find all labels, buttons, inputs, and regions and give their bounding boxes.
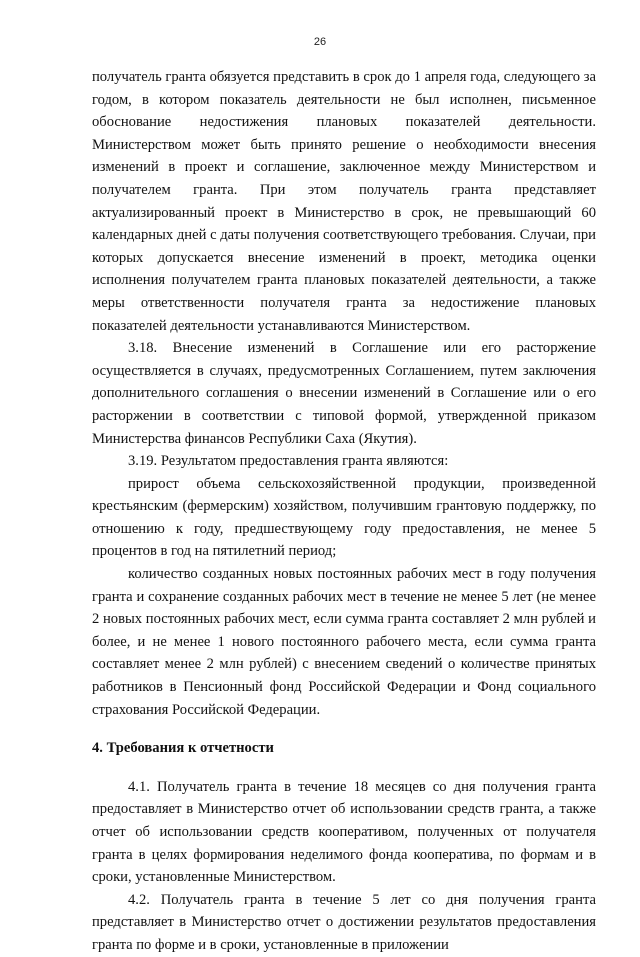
paragraph-result-jobs: количество созданных новых постоянных рабочих мест в году получения гранта и сохранение созданных рабочих мест в течение не менее 5 лет (не менее 2 новых постоянных рабочих мест, если сумма гранта составляет 2 млн рублей и более, и не менее 1 нового постоянного рабочего места, если сумма гранта составляет менее 2 млн рублей) с внесением сведений о количестве принятых работников в Пенсионный фонд Российской Федерации и Фонд социального страхования Российской Федерации. xyxy=(92,566,596,718)
paragraph-3-19: 3.19. Результатом предоставления гранта являются: xyxy=(128,453,449,470)
paragraph-continuation: получатель гранта обязуется представить в срок до 1 апреля года, следующего за годом, в котором показатель деятельности не был исполнен, письменное обоснование недостижения плановых показателей деятельности. Министерством может быть принято решение о необходимости внесения изменений в проект и соглашение, заключенное между Министерством и получателем гранта. При этом получатель гранта представляет актуализированный проект в Министерство в срок, не превышающий 60 календарных дней с даты получения соответствующего требования. Случаи, при которых допускается внесение изменений в проект, методика оценки исполнения получателем гранта плановых показателей деятельности, а также меры ответственности получателя гранта за недостижение плановых показателей деятельности устанавливаются Министерством. xyxy=(92,69,596,334)
document-body xyxy=(92,66,596,957)
paragraph-4-2: 4.2. Получатель гранта в течение 5 лет со дня получения гранта представляет в Министерство отчет о достижении результатов предоставления гранта по форме и в сроки, установленные в приложении xyxy=(92,891,596,953)
section-heading: 4. Требования к отчетности xyxy=(92,740,274,757)
paragraph-3-18: 3.18. Внесение изменений в Соглашение или его расторжение осуществляется в случаях, предусмотренных Соглашением, путем заключения дополнительного соглашения о внесении изменений в Соглашение или о его расторжении в соответствии с типовой формой, утвержденной приказом Министерства финансов Республики Саха (Якутия). xyxy=(92,340,596,447)
paragraph-4-1: 4.1. Получатель гранта в течение 18 месяцев со дня получения гранта предоставляет в Министерство отчет об использовании средств гранта, а также отчет об использовании средств кооперативом, полученных от получателя гранта в целях формирования неделимого фонда кооператива, по формам и в сроки, установленные Министерством. xyxy=(92,778,596,886)
paragraph-result-production: прирост объема сельскохозяйственной продукции, произведенной крестьянским (фермерским) хозяйством, получившим грантовую поддержку, по отношению к году, предшествующему году предоставления, не менее 5 процентов в год на пятилетний период; xyxy=(92,475,596,560)
page-number: 26 xyxy=(313,36,327,48)
